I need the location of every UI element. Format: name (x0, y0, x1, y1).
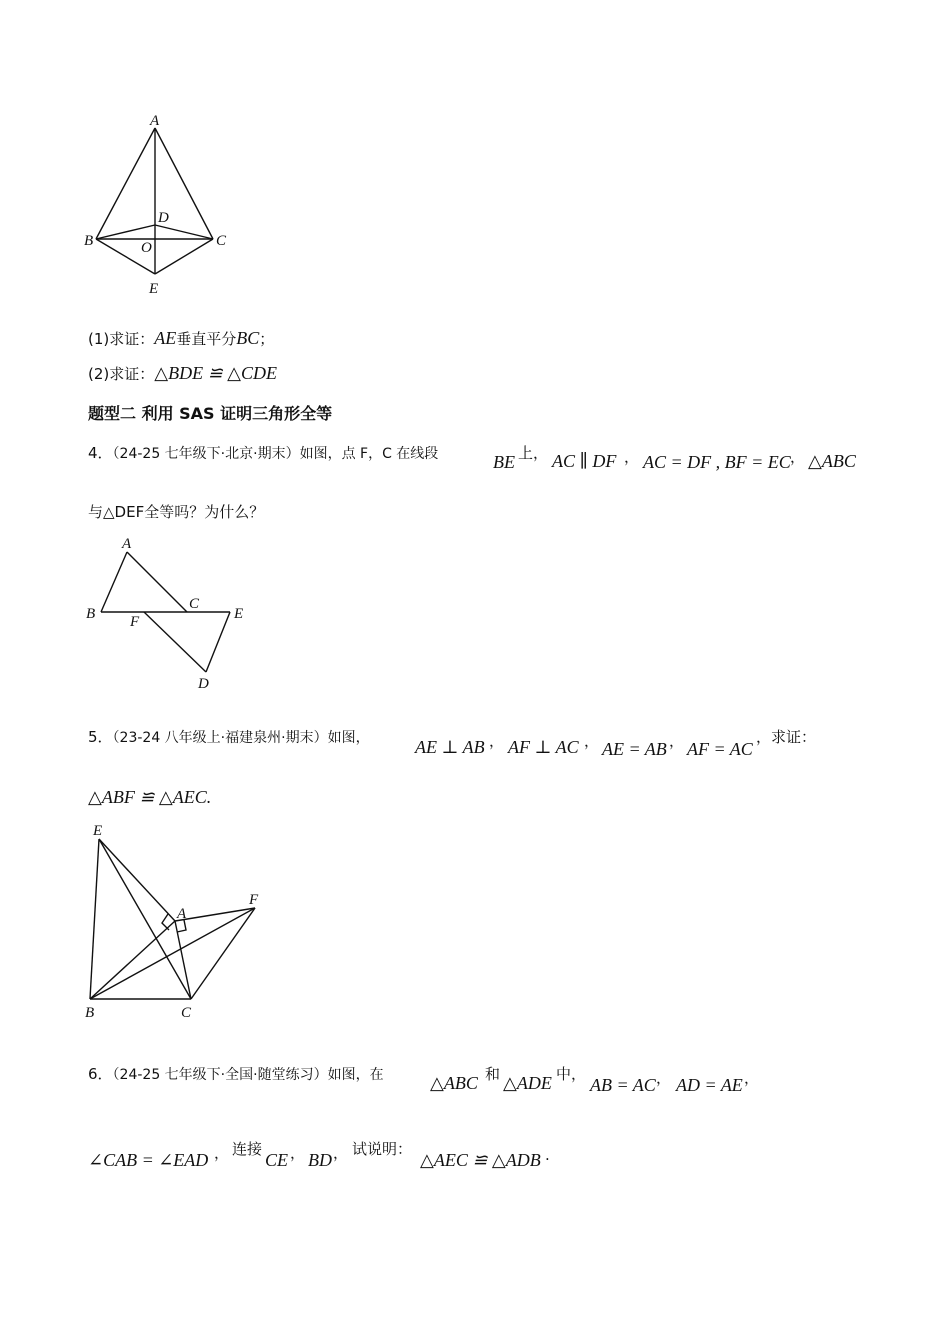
fig4-label-a: A (122, 536, 132, 552)
q3-part1 (88, 328, 274, 349)
q3-part1-math-ae: AE (154, 328, 177, 348)
q3-part1-prefix: (1)求证： (88, 330, 155, 348)
q6-math-conclusion: △AEC ≌ △ADB (420, 1150, 541, 1170)
q4-source: （24-25 七年级下·北京·期末）如图，点 F，C 在线段 (112, 446, 439, 462)
fig1-label-o: O (141, 240, 152, 256)
q6-math-2: AD = AE (676, 1075, 743, 1095)
q6-and: 和 (485, 1065, 501, 1083)
figure-kite (80, 108, 250, 303)
fig5-label-c: C (181, 1005, 192, 1021)
fig1-edge-bd (96, 225, 155, 239)
q6-sep-3: ， (214, 1144, 230, 1162)
q5-sep-2: ， (584, 732, 600, 750)
fig5-edge-ac (175, 921, 191, 999)
q3-part1-math-bc: BC (236, 328, 260, 348)
q3-part1-end: ； (259, 330, 275, 348)
q4-line2: 与△DEF全等吗？为什么？ (88, 503, 265, 521)
q6-sep-1: ， (656, 1069, 672, 1087)
q4-comma: ， (624, 448, 640, 466)
fig4-label-d: D (198, 676, 209, 692)
figure-q4 (80, 532, 270, 692)
q4-number: 4． (88, 444, 113, 462)
q5-sep-1: ， (489, 732, 505, 750)
q5-line1 (88, 726, 370, 747)
q4-math-abc: △ABC (808, 451, 856, 471)
q6-source: （24-25 七年级下·全国·随堂练习）如图，在 (112, 1067, 384, 1083)
q6-math-ce: CE (265, 1150, 289, 1170)
fig5-label-b: B (85, 1005, 95, 1021)
q3-part2-prefix: (2)求证： (88, 365, 155, 383)
fig4-label-c: C (189, 596, 200, 612)
fig1-edge-ce (155, 239, 213, 274)
fig1-edge-ab (96, 128, 155, 239)
fig5-label-f: F (249, 892, 259, 908)
q5-math-1: AE ⊥ AB (415, 737, 485, 757)
fig5-edge-ba (90, 921, 175, 999)
fig5-label-a: A (177, 906, 187, 922)
q4-math-be: BE (493, 452, 515, 472)
q6-number: 6． (88, 1065, 113, 1083)
q6-sep-4: ， (290, 1144, 306, 1162)
q3-part2 (88, 363, 277, 384)
fig4-edge-ac (127, 552, 187, 612)
q6-line1 (88, 1063, 384, 1084)
fig5-edge-ea (99, 839, 175, 921)
fig4-label-f: F (130, 614, 140, 630)
q6-math-ade: △ADE (503, 1073, 552, 1093)
q6-connect: 连接 (232, 1140, 263, 1158)
q5-math-2: AF ⊥ AC (508, 737, 579, 757)
fig1-label-e: E (149, 281, 159, 297)
fig1-label-d: D (158, 210, 169, 226)
q6-math-3: ∠CAB = ∠EAD (88, 1150, 209, 1170)
figure-q5 (80, 818, 280, 1028)
section-heading: 题型二 利用 SAS 证明三角形全等 (88, 404, 333, 423)
q5-math-4: AF = AC (687, 739, 753, 759)
q5-line2: △ABF ≌ △AEC. (88, 787, 212, 807)
q3-part1-mid: 垂直平分 (176, 330, 237, 348)
q5-math-3: AE = AB (602, 739, 667, 759)
fig1-label-b: B (84, 233, 94, 249)
q3-part2-math: △BDE ≌ △CDE (154, 363, 278, 383)
fig5-label-e: E (93, 823, 103, 839)
fig5-edge-bf (90, 908, 255, 999)
q5-sep-3: ， (669, 732, 685, 750)
fig4-label-e: E (234, 606, 244, 622)
q4-math-ac-parallel-df: AC ∥ DF (552, 451, 617, 471)
q6-end: . (545, 1146, 550, 1164)
q4-math-equalities: AC = DF , BF = EC (643, 452, 791, 472)
q5-number: 5． (88, 728, 113, 746)
q6-sep-5: ， (333, 1144, 349, 1162)
fig4-edge-ed (206, 612, 230, 672)
q5-source: （23-24 八年级上·福建泉州·期末）如图， (112, 730, 370, 746)
fig1-edge-cd (155, 225, 213, 239)
q6-math-bd: BD (308, 1150, 332, 1170)
q4-on: 上， (518, 444, 549, 462)
q6-mid: 中， (556, 1065, 587, 1083)
fig4-label-b: B (86, 606, 96, 622)
fig5-edge-fc (191, 908, 255, 999)
fig1-label-c: C (216, 233, 227, 249)
q6-math-1: AB = AC (590, 1075, 656, 1095)
fig4-edge-ab (101, 552, 127, 612)
q4-dot: ， (790, 448, 806, 466)
q4-line1 (88, 442, 438, 463)
fig5-edge-eb (90, 839, 99, 999)
fig4-edge-fd (144, 612, 206, 672)
q5-prove: ，求证： (756, 728, 817, 746)
q6-math-abc: △ABC (430, 1073, 478, 1093)
q6-sep-2: ， (744, 1069, 760, 1087)
q6-explain: 试说明： (352, 1140, 413, 1158)
fig1-label-a: A (150, 113, 160, 129)
